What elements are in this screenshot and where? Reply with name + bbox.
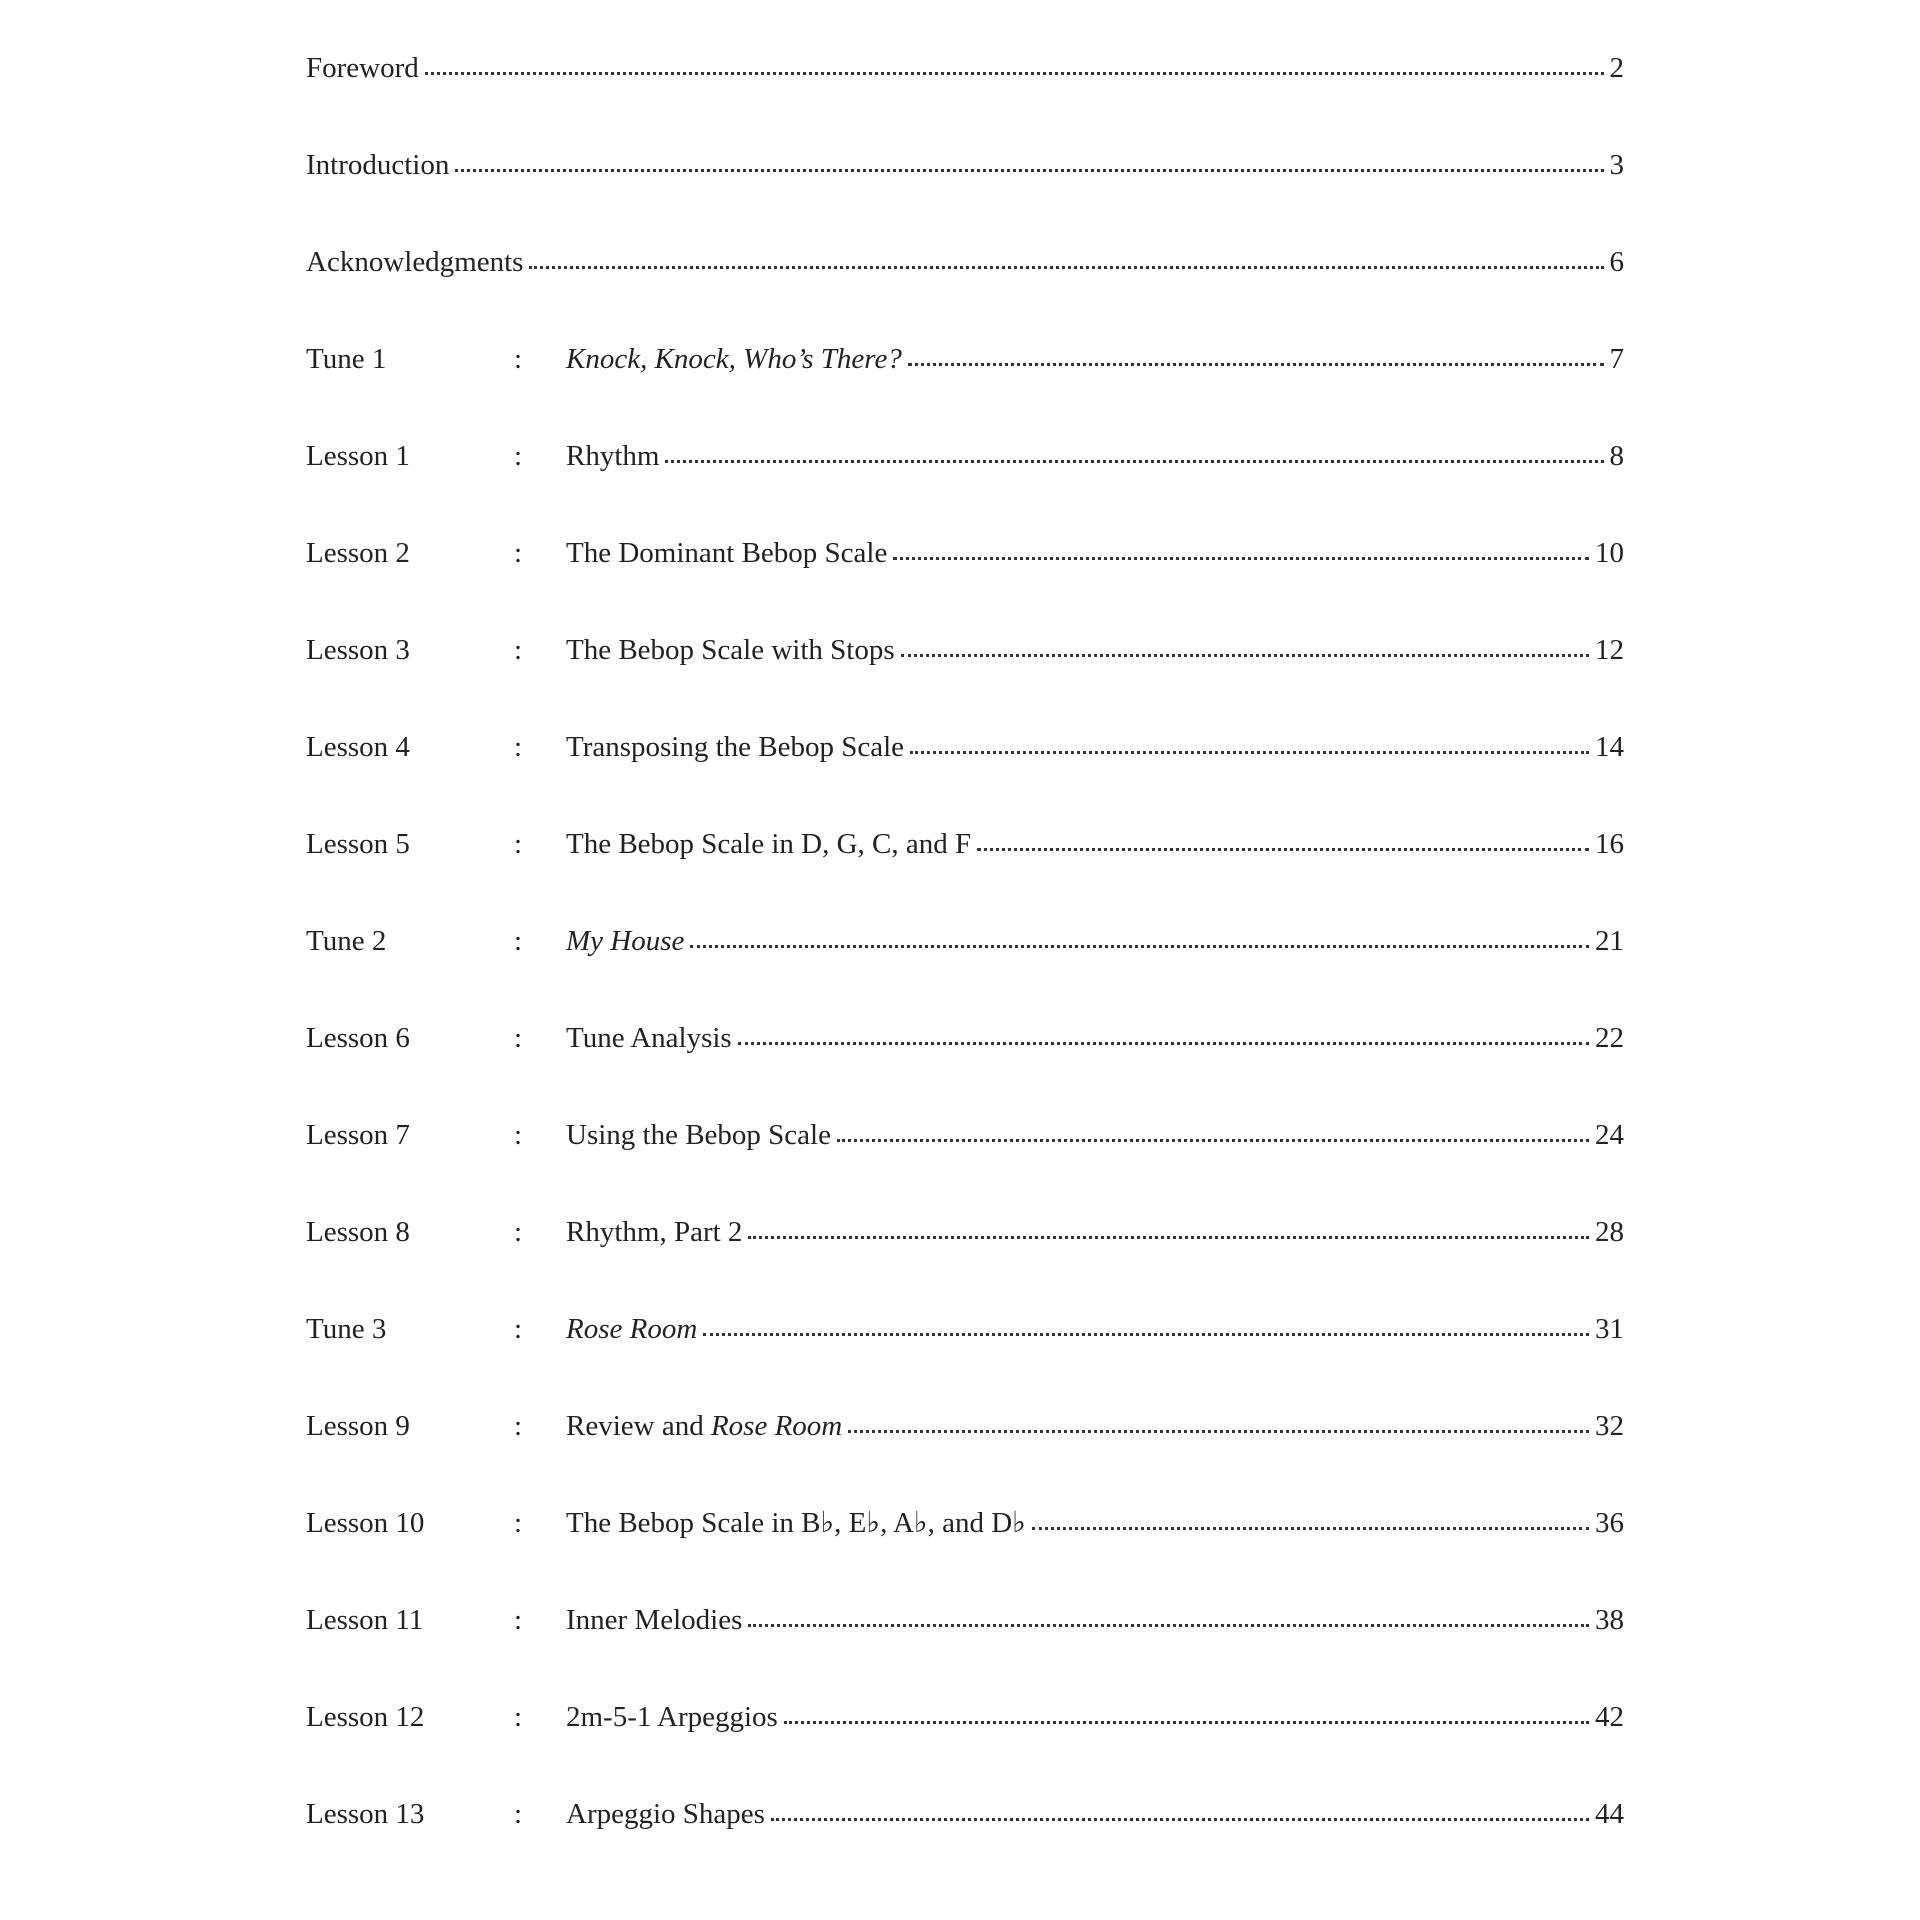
toc-page-number: 12 [1595,634,1624,666]
toc-row-introduction [306,151,1624,248]
toc-row-lesson-7 [306,1121,1624,1218]
toc-row-lesson-1 [306,442,1624,539]
toc-page-number: 6 [1609,246,1624,278]
toc-label: Lesson 12 [306,1701,425,1733]
toc-row-lesson-6 [306,1024,1624,1121]
dot-leader [837,1138,1589,1142]
toc-label: Lesson 7 [306,1119,410,1151]
toc-label: Lesson 10 [306,1507,425,1539]
toc-row-tune-2 [306,927,1624,1024]
toc-colon: : [514,1216,523,1248]
toc-title: The Bebop Scale in B♭, E♭, A♭, and D♭ [566,1507,1026,1539]
toc-page-number: 2 [1609,52,1624,84]
toc-label: Lesson 8 [306,1216,410,1248]
toc-page-number: 22 [1595,1022,1624,1054]
toc-colon: : [514,1798,523,1830]
toc-title: Transposing the Bebop Scale [566,731,905,763]
dot-leader [738,1041,1589,1045]
toc-title: Rhythm [566,440,660,472]
dot-leader [690,944,1589,948]
toc-title: Rhythm, Part 2 [566,1216,743,1248]
toc-row-lesson-2 [306,539,1624,636]
toc-label: Lesson 6 [306,1022,410,1054]
toc-colon: : [514,1507,523,1539]
toc-title [566,345,902,374]
toc-page-number: 44 [1595,1798,1624,1830]
toc-title [566,1412,842,1441]
toc-page-number: 8 [1609,440,1624,472]
toc-title: Arpeggio Shapes [566,1798,765,1830]
toc-label: Lesson 9 [306,1410,410,1442]
toc-label: Tune 2 [306,925,387,957]
toc-colon: : [514,1604,523,1636]
dot-leader [748,1235,1589,1239]
toc-title [566,927,684,956]
table-of-contents [306,54,1624,1897]
toc-colon: : [514,731,523,763]
toc-title: The Bebop Scale with Stops [566,634,895,666]
dot-leader [703,1332,1589,1336]
toc-label: Lesson 13 [306,1798,425,1830]
toc-colon: : [514,343,523,375]
toc-label: Tune 3 [306,1313,387,1345]
toc-label: Tune 1 [306,343,387,375]
toc-label: Lesson 11 [306,1604,424,1636]
toc-row-lesson-4 [306,733,1624,830]
toc-title: 2m-5-1 Arpeggios [566,1701,778,1733]
dot-leader [910,750,1589,754]
toc-title: Foreword [306,52,419,84]
dot-leader [893,556,1589,560]
toc-row-lesson-11 [306,1606,1624,1703]
dot-leader [977,847,1589,851]
toc-row-lesson-10 [306,1509,1624,1606]
toc-row-lesson-13 [306,1800,1624,1897]
toc-page-number: 36 [1595,1507,1624,1539]
toc-page-number: 31 [1595,1313,1624,1345]
toc-page-number: 32 [1595,1410,1624,1442]
toc-page-number: 16 [1595,828,1624,860]
dot-leader [908,362,1604,366]
toc-title-italic: My House [566,925,685,957]
toc-row-lesson-9 [306,1412,1624,1509]
toc-colon: : [514,1022,523,1054]
toc-label: Lesson 1 [306,440,410,472]
toc-colon: : [514,925,523,957]
toc-title: Acknowledgments [306,246,524,278]
toc-row-lesson-5 [306,830,1624,927]
dot-leader [748,1623,1589,1627]
toc-colon: : [514,1701,523,1733]
toc-row-lesson-12 [306,1703,1624,1800]
dot-leader [455,168,1603,172]
toc-row-foreword [306,54,1624,151]
dot-leader [848,1429,1589,1433]
toc-colon: : [514,440,523,472]
toc-page-number: 14 [1595,731,1624,763]
toc-colon: : [514,828,523,860]
toc-title-italic: Knock, Knock, Who’s There? [566,343,902,375]
toc-title: The Dominant Bebop Scale [566,537,888,569]
toc-title: Tune Analysis [566,1022,732,1054]
dot-leader [425,71,1604,75]
toc-title [566,1315,697,1344]
toc-row-lesson-3 [306,636,1624,733]
dot-leader [529,265,1603,269]
toc-page-number: 7 [1609,343,1624,375]
toc-page-number: 24 [1595,1119,1624,1151]
dot-leader [771,1817,1589,1821]
toc-page-number: 21 [1595,925,1624,957]
toc-title: Using the Bebop Scale [566,1119,831,1151]
toc-title: Inner Melodies [566,1604,743,1636]
toc-colon: : [514,537,523,569]
toc-colon: : [514,1119,523,1151]
toc-page-number: 42 [1595,1701,1624,1733]
toc-colon: : [514,1410,523,1442]
toc-page-number: 28 [1595,1216,1624,1248]
toc-title-italic: Rose Room [566,1313,698,1345]
toc-row-acknowledgments [306,248,1624,345]
dot-leader [1032,1526,1589,1530]
toc-row-lesson-8 [306,1218,1624,1315]
dot-leader [665,459,1603,463]
toc-label: Lesson 3 [306,634,410,666]
toc-page-number: 38 [1595,1604,1624,1636]
toc-title-prefix: Review and [566,1410,711,1442]
dot-leader [784,1720,1589,1724]
toc-label: Lesson 5 [306,828,410,860]
toc-row-tune-3 [306,1315,1624,1412]
toc-page-number: 3 [1609,149,1624,181]
toc-page-number: 10 [1595,537,1624,569]
toc-colon: : [514,1313,523,1345]
dot-leader [901,653,1589,657]
toc-title: The Bebop Scale in D, G, C, and F [566,828,972,860]
toc-label: Lesson 4 [306,731,410,763]
toc-title-italic: Rose Room [710,1410,843,1442]
toc-colon: : [514,634,523,666]
toc-label: Lesson 2 [306,537,410,569]
toc-title: Introduction [306,149,450,181]
toc-row-tune-1 [306,345,1624,442]
